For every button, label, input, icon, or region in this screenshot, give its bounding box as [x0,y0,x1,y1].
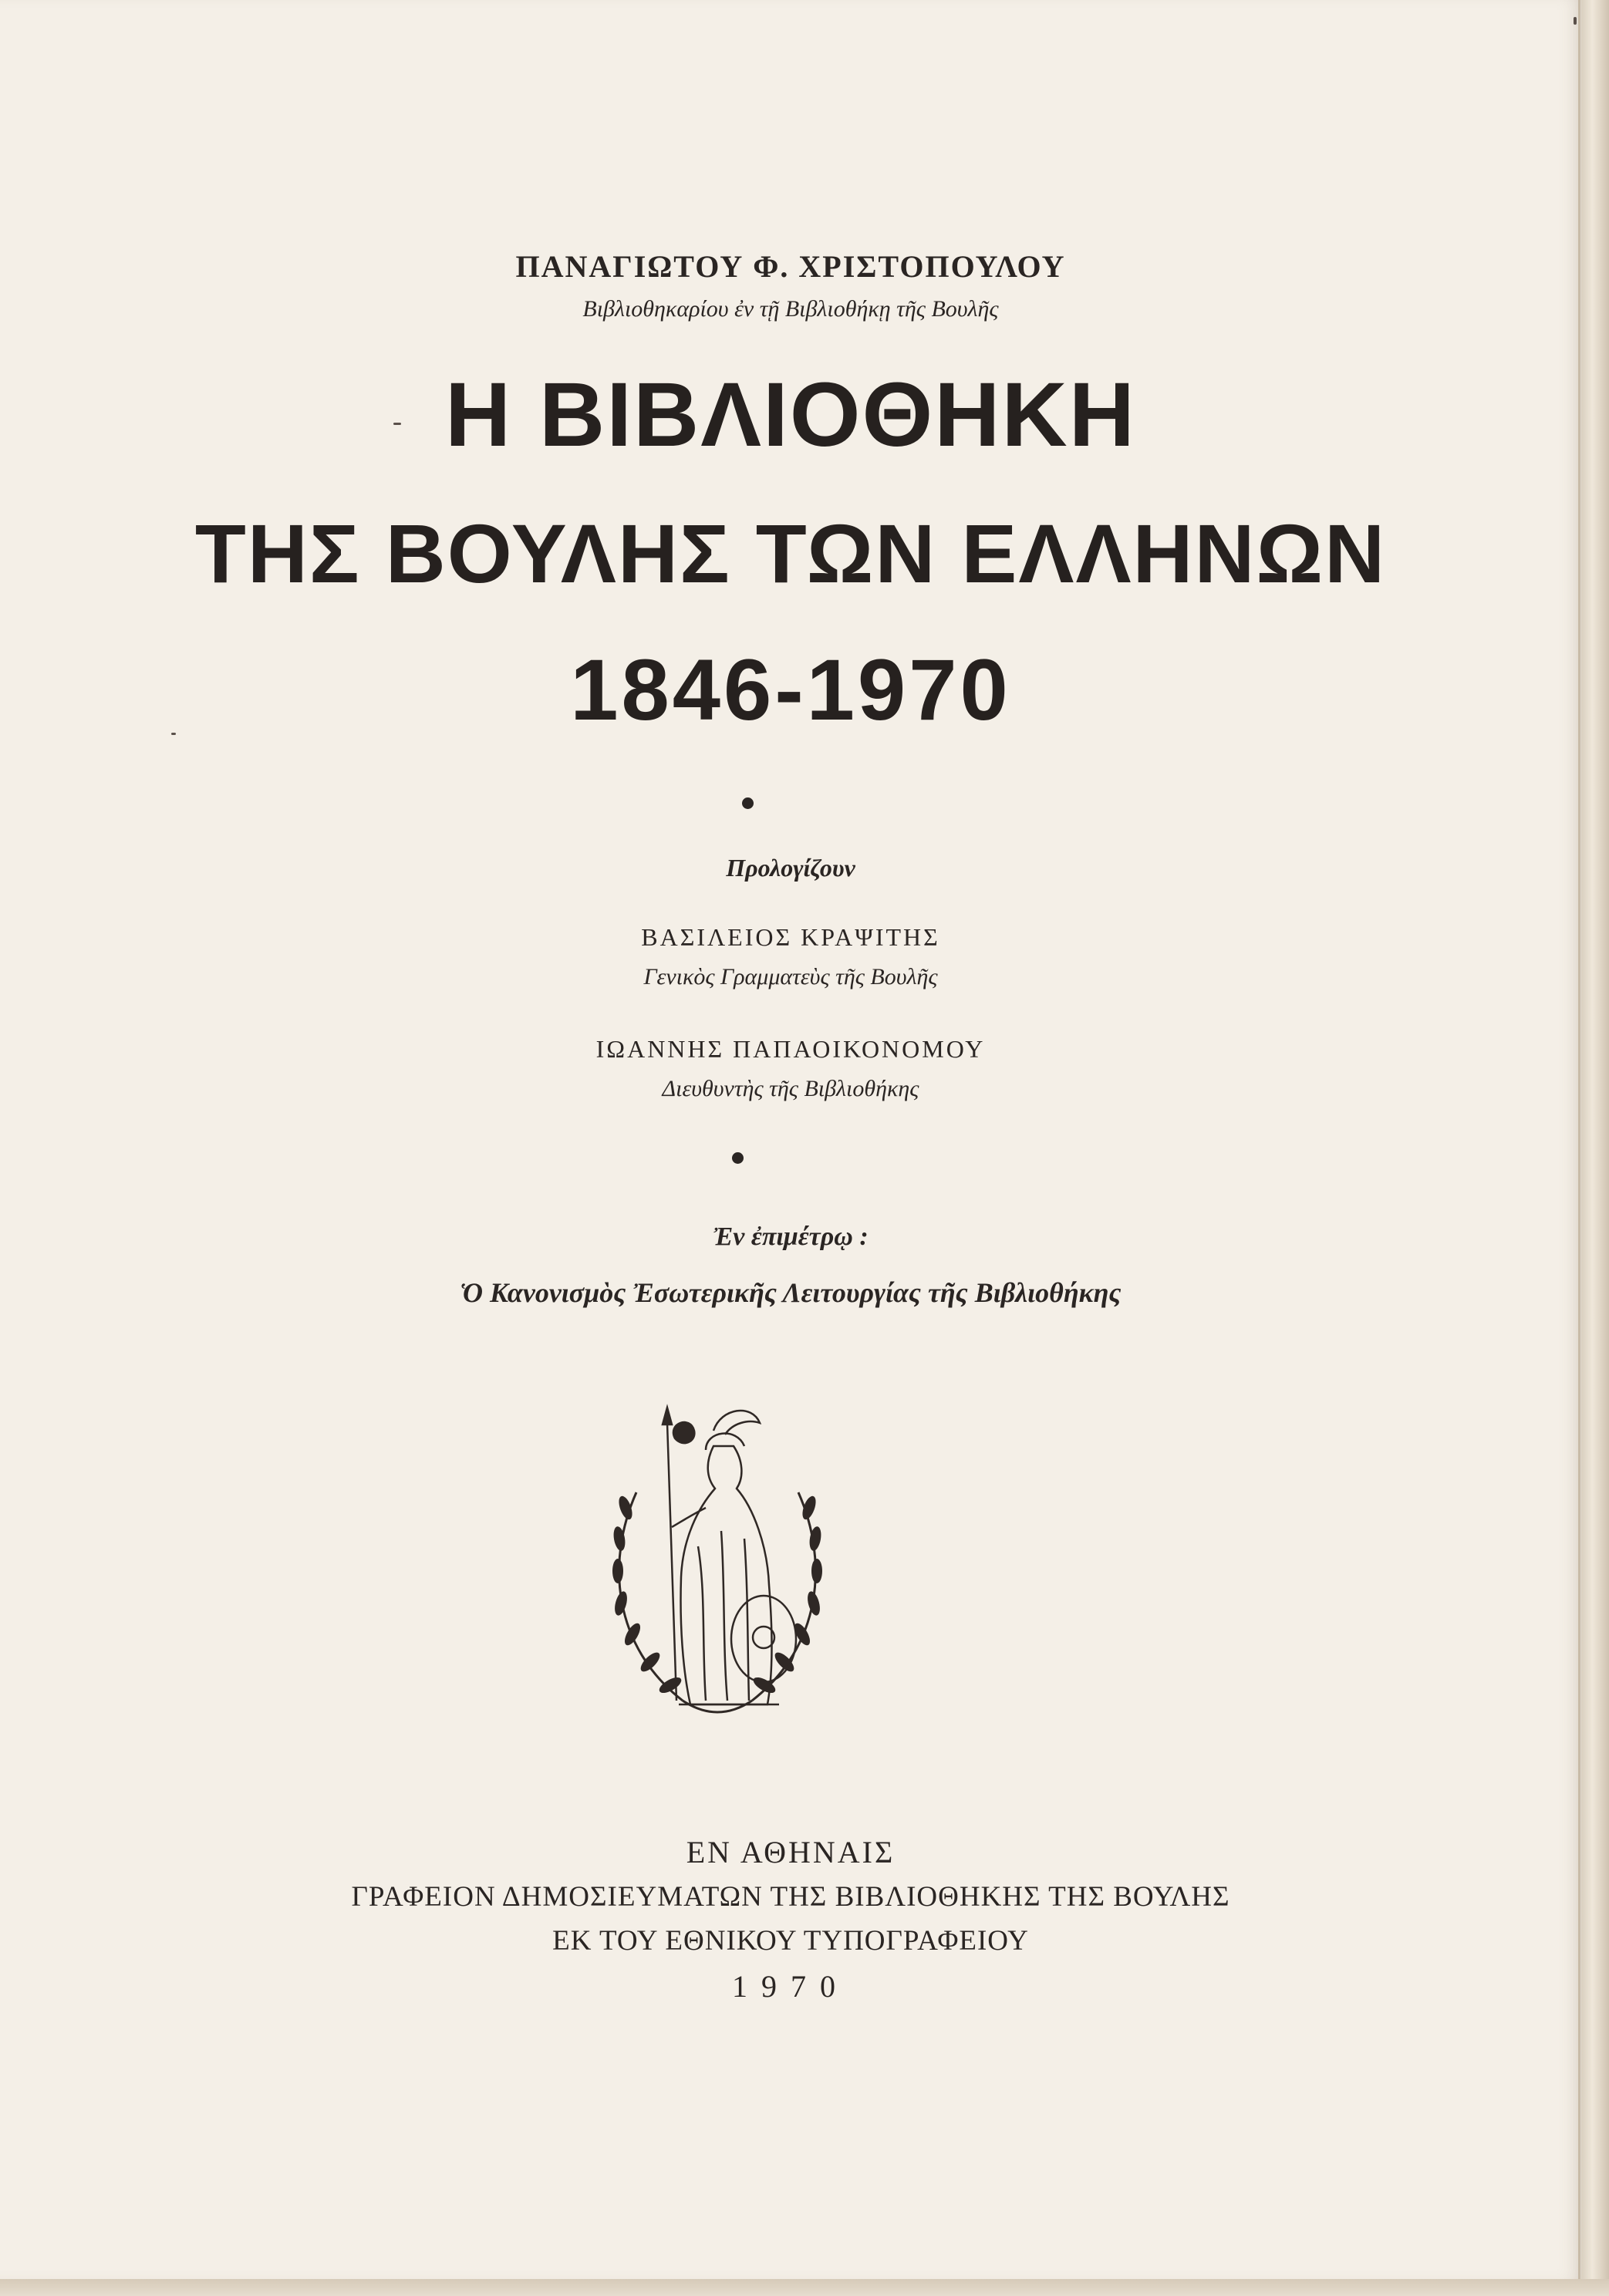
book-title-line-1: Η ΒΙΒΛΙΟΘΗΚΗ [445,364,1136,466]
print-speck [1574,17,1577,25]
book-title-line-2: ΤΗΣ ΒΟΥΛΗΣ ΤΩΝ ΕΛΛΗΝΩΝ [194,507,1387,600]
imprint-publisher: ΓΡΑΦΕΙΟΝ ΔΗΜΟΣΙΕΥΜΑΤΩΝ ΤΗΣ ΒΙΒΛΙΟΘΗΚΗΣ ΤΗΣ ΒΟΥΛΗΣ [351,1881,1230,1913]
imprint-year: 1970 [732,1969,849,2004]
print-speck [171,733,176,735]
print-speck [393,423,401,425]
book-title-years: 1846-1970 [570,642,1011,738]
prologue-person-2-role: Διευθυντὴς τῆς Βιβλιοθήκης [662,1076,919,1101]
prologue-person-1-name: ΒΑΣΙΛΕΙΟΣ ΚΡΑΨΙΤΗΣ [641,923,940,951]
athena-emblem-icon [590,1392,845,1731]
page-edge [1578,0,1580,2279]
separator-dot [742,797,754,809]
page-bottom-edge [0,2279,1609,2296]
prologue-person-2-name: ΙΩΑΝΝΗΣ ΠΑΠΑΟΙΚΟΝΟΜΟΥ [595,1035,986,1063]
author-name: ΠΑΝΑΓΙΩΤΟΥ Φ. ΧΡΙΣΤΟΠΟΥΛΟΥ [515,249,1066,284]
prologue-person-1-role: Γενικὸς Γραμματεὺς τῆς Βουλῆς [643,964,938,990]
imprint-printer: ΕΚ ΤΟΥ ΕΘΝΙΚΟΥ ΤΥΠΟΓΡΑΦΕΙΟΥ [552,1925,1029,1957]
page-edge-strip [1581,0,1609,2296]
imprint-place: ΕΝ ΑΘΗΝΑΙΣ [686,1835,896,1870]
appendix-text: Ὁ Κανονισμὸς Ἐσωτερικῆς Λειτουργίας τῆς Βιβλιοθήκης [460,1277,1122,1308]
appendix-label: Ἐν ἐπιμέτρῳ : [713,1222,869,1251]
separator-dot [732,1152,744,1164]
prologue-label: Προλογίζουν [726,854,855,882]
author-role: Βιβλιοθηκαρίου ἐν τῇ Βιβλιοθήκῃ τῆς Βουλῆς [582,296,999,322]
